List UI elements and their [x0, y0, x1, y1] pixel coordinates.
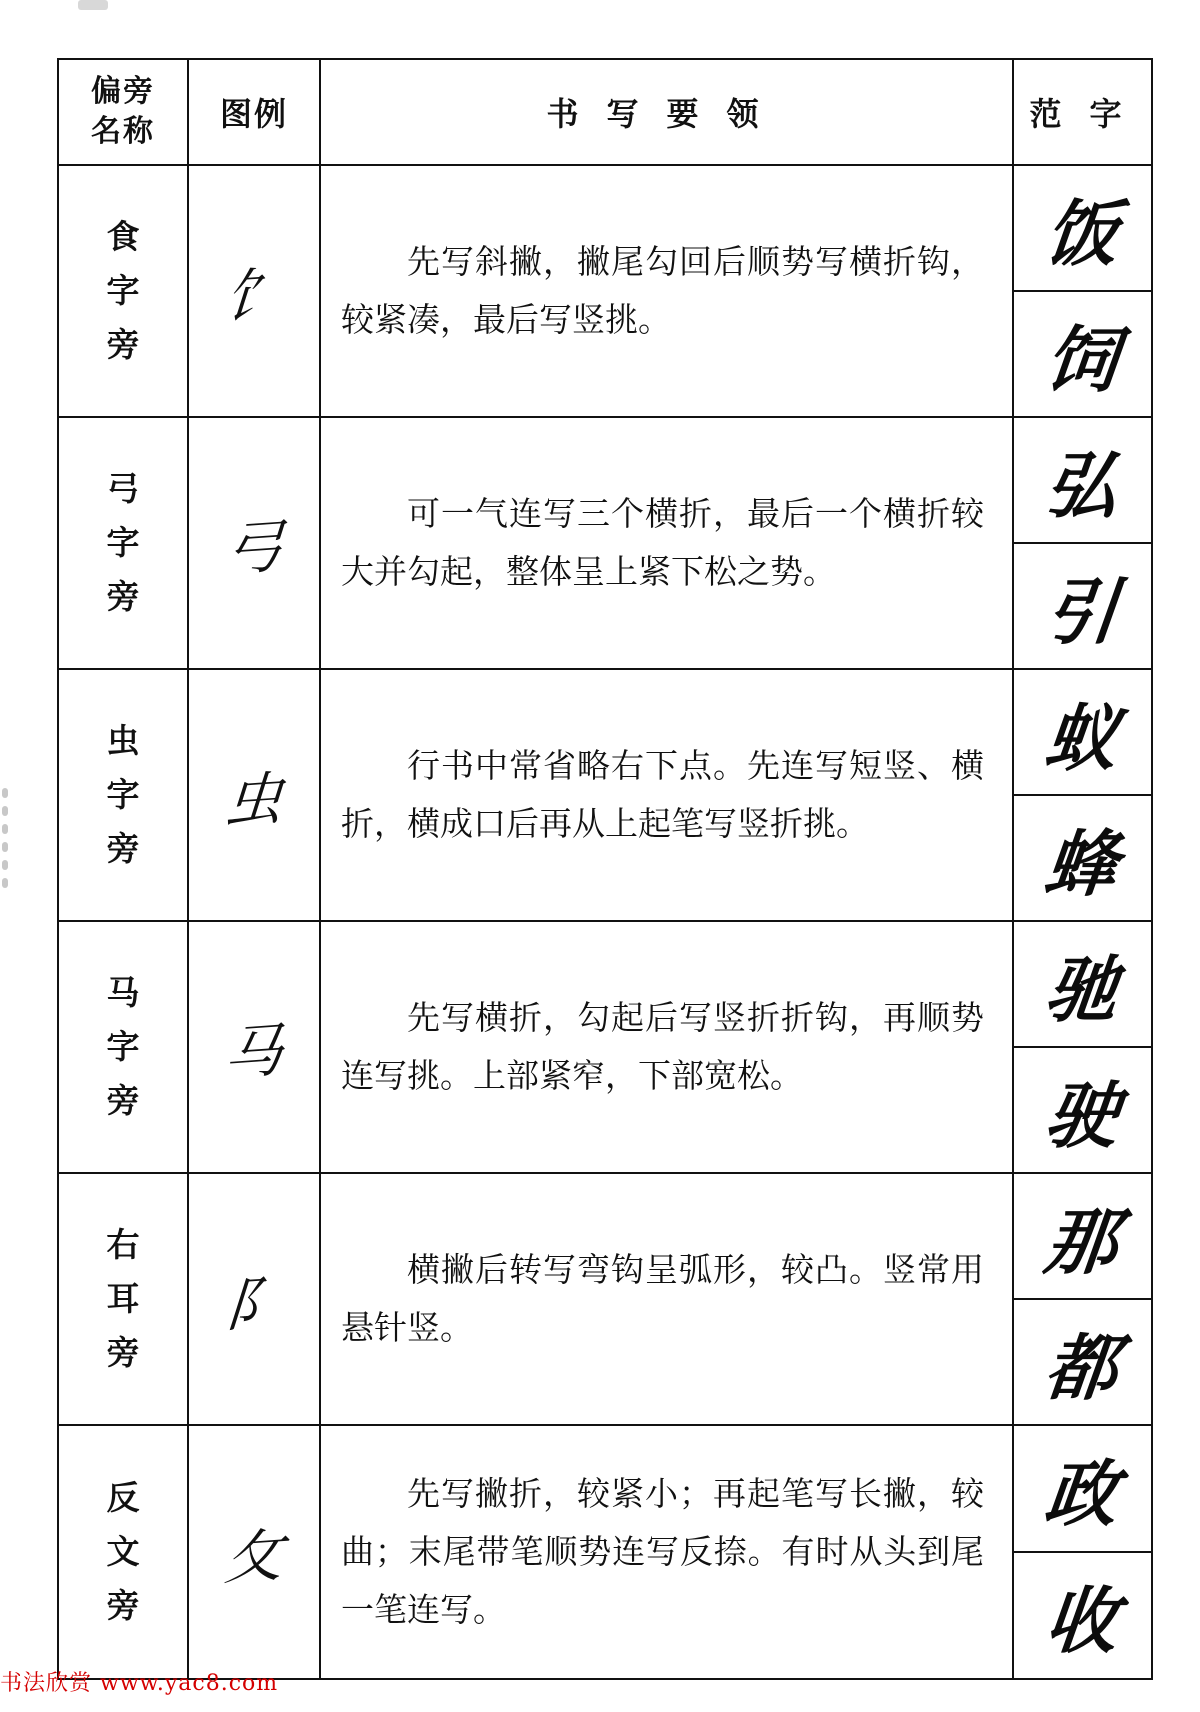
writing-points-cell [320, 1173, 1013, 1425]
radical-figure: 饣 [222, 260, 286, 332]
header-example-characters: 范字 [1013, 59, 1152, 165]
radical-figure-cell [188, 1173, 320, 1425]
radical-name-char: 马 [106, 972, 140, 1012]
example-character: 饭 [1041, 190, 1123, 276]
example-character-cell [1013, 795, 1152, 921]
radical-name-char: 反 [106, 1477, 140, 1517]
radical-name-cell [58, 669, 188, 921]
radical-figure-cell [188, 921, 320, 1173]
example-character-cell [1013, 1173, 1152, 1299]
radical-figure-cell [188, 165, 320, 417]
example-character-cell [1013, 543, 1152, 669]
radical-name-cell [58, 921, 188, 1173]
header-writing-points: 书写要领 [320, 59, 1013, 165]
radical-figure: 弓 [222, 512, 286, 584]
radical-figure: 攵 [222, 1520, 286, 1593]
radical-row [58, 921, 1152, 1047]
header-radical-name-line1: 偏旁 [91, 74, 155, 109]
radical-row [58, 1425, 1152, 1552]
radical-name-char: 虫 [106, 720, 140, 760]
example-character-cell [1013, 291, 1152, 417]
example-character-cell [1013, 1299, 1152, 1425]
radical-figure: 马 [222, 1015, 286, 1088]
radical-name-char: 旁 [106, 1585, 140, 1625]
radical-name-char: 字 [106, 774, 140, 814]
radical-name-char: 旁 [106, 1332, 140, 1372]
table-header-row [58, 59, 1152, 165]
example-character-cell [1013, 921, 1152, 1047]
example-character-cell [1013, 417, 1152, 543]
writing-points-cell [320, 1425, 1013, 1679]
example-character: 收 [1041, 1578, 1123, 1664]
radical-row [58, 1173, 1152, 1299]
example-character: 那 [1041, 1198, 1123, 1284]
example-character-cell [1013, 669, 1152, 795]
radical-figure-cell [188, 1425, 320, 1679]
header-radical-name-line2: 名称 [91, 114, 155, 149]
example-character-cell [1013, 1552, 1152, 1679]
writing-points-cell [320, 921, 1013, 1173]
scan-edge-specks [2, 780, 12, 940]
radical-row [58, 417, 1152, 543]
radical-figure: 虫 [222, 763, 286, 836]
writing-points-cell [320, 669, 1013, 921]
site-watermark: 书法欣赏 www.yac8.com [0, 1671, 279, 1696]
radical-row [58, 165, 1152, 291]
radical-name-cell [58, 1173, 188, 1425]
radical-name-char: 食 [106, 216, 140, 256]
example-character: 都 [1041, 1324, 1123, 1410]
header-radical-name [58, 59, 188, 165]
header-figure: 图例 [188, 59, 320, 165]
radical-name-char: 旁 [106, 1080, 140, 1120]
radical-name-char: 弓 [106, 468, 140, 508]
radical-name-cell [58, 417, 188, 669]
radical-name-cell [58, 1425, 188, 1679]
example-character-cell [1013, 1047, 1152, 1173]
page-corner-mark [78, 0, 108, 14]
radical-name-char: 字 [106, 1026, 140, 1066]
example-character: 蜂 [1041, 820, 1123, 906]
radical-name-char: 耳 [106, 1278, 140, 1318]
radical-row [58, 669, 1152, 795]
writing-points-text: 横撇后转写弯钩呈弧形，较凸。竖常用悬针竖。 [341, 1249, 984, 1347]
radical-figure-cell [188, 417, 320, 669]
radical-name-cell [58, 165, 188, 417]
example-character: 驶 [1041, 1072, 1123, 1158]
radical-name-char: 右 [106, 1224, 140, 1264]
writing-points-text: 行书中常省略右下点。先连写短竖、横折，横成口后再从上起笔写竖折挑。 [341, 745, 984, 843]
writing-points-text: 先写撇折，较紧小；再起笔写长撇，较曲；末尾带笔顺势连写反捺。有时从头到尾一笔连写。 [341, 1473, 984, 1629]
example-character: 弘 [1041, 442, 1123, 528]
writing-points-cell [320, 417, 1013, 669]
radical-name-char: 字 [106, 522, 140, 562]
radical-name-char: 旁 [106, 324, 140, 364]
radical-figure-cell [188, 669, 320, 921]
radical-figure: 阝 [222, 1267, 286, 1340]
radical-name-char: 旁 [106, 828, 140, 868]
radical-name-char: 旁 [106, 576, 140, 616]
writing-points-cell [320, 165, 1013, 417]
example-character: 政 [1041, 1451, 1123, 1537]
writing-points-text: 先写横折，勾起后写竖折折钩，再顺势连写挑。上部紧窄，下部宽松。 [341, 997, 984, 1095]
radical-name-char: 文 [106, 1531, 140, 1571]
example-character-cell [1013, 165, 1152, 291]
radical-writing-table [57, 58, 1153, 1680]
example-character: 饲 [1041, 316, 1123, 402]
example-character: 蚁 [1041, 694, 1123, 780]
writing-points-text: 可一气连写三个横折，最后一个横折较大并勾起，整体呈上紧下松之势。 [341, 493, 984, 591]
writing-points-text: 先写斜撇，撇尾勾回后顺势写横折钩，较紧凑，最后写竖挑。 [341, 241, 984, 339]
radical-name-char: 字 [106, 270, 140, 310]
example-character-cell [1013, 1425, 1152, 1552]
example-character: 驰 [1041, 946, 1123, 1032]
example-character: 引 [1041, 568, 1123, 654]
